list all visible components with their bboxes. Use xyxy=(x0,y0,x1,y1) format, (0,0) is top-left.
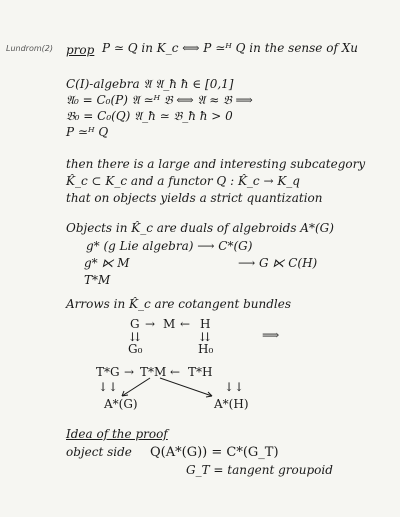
line-gm: g* ⋉ M xyxy=(84,256,130,270)
diag2-arrow-left: ← xyxy=(170,365,181,379)
diag1-dbl-left: ⇊ xyxy=(130,330,141,344)
line-gch: ⟶ G ⋉ C(H) xyxy=(238,256,318,270)
diag1-H0: H₀ xyxy=(198,342,214,356)
prop-statement: P ≃ Q in K_c ⟺ P ≃ᴴ Q in the sense of Xu xyxy=(102,41,358,55)
diag1-arrow-left: ← xyxy=(180,317,191,331)
line-qformula: Q(A*(G)) = C*(G_T) xyxy=(150,445,279,460)
diag1-M: M xyxy=(163,317,176,331)
line-lie: g* (g Lie algebra) ⟶ C*(G) xyxy=(86,239,253,253)
diag2-arrow-right: → xyxy=(124,365,135,379)
line-subcategory: then there is a large and interesting subcategory xyxy=(66,157,366,171)
line-pq: P ≃ᴴ Q xyxy=(66,125,109,139)
diag1-H: H xyxy=(200,317,211,331)
line-arrows: Arrows in K̂_c are cotangent bundles xyxy=(66,297,292,311)
line-object-side: object side xyxy=(66,445,132,459)
line-tm: T*M xyxy=(84,273,111,287)
line-quantization: that on objects yields a strict quantization xyxy=(66,191,323,205)
diag1-implies: ⟹ xyxy=(262,328,280,342)
line-b0: 𝔅₀ = C₀(Q) 𝔄_ħ ≃ 𝔅_ħ ħ > 0 xyxy=(66,109,233,123)
diag1-arrow-right: → xyxy=(145,317,156,331)
line-calgebra: C(I)-algebra 𝔄 𝔄_ħ ħ ∈ [0,1] xyxy=(66,77,234,91)
diag2-TG: T*G xyxy=(96,365,120,379)
prop-label: prop xyxy=(66,43,95,57)
diag2-AG: A*(G) xyxy=(104,397,138,411)
line-objects: Objects in K̂_c are duals of algebroids A*(G) xyxy=(66,221,334,235)
diag2-TH: T*H xyxy=(188,365,213,379)
diag1-dbl-right: ⇊ xyxy=(200,330,211,344)
diag1-G0: G₀ xyxy=(128,342,143,356)
diag2-dbl-left: ↓↓ xyxy=(98,380,119,394)
diag2-TM: T*M xyxy=(140,365,167,379)
line-tangent-groupoid: G_T = tangent groupoid xyxy=(186,463,333,477)
line-a0: 𝔄₀ = C₀(P) 𝔄 ≃ᴴ 𝔅 ⟺ 𝔄 ≈ 𝔅 ⟹ xyxy=(66,93,253,107)
diag2-AH: A*(H) xyxy=(214,397,249,411)
diag2-dbl-right: ↓↓ xyxy=(224,380,245,394)
diag1-G: G xyxy=(130,317,140,331)
line-idea: Idea of the proof xyxy=(66,427,168,441)
line-functor: K̂_c ⊂ K_c and a functor Q : K̂_c → K_q xyxy=(66,174,300,188)
margin-note: Lundrom(2) xyxy=(6,44,53,53)
